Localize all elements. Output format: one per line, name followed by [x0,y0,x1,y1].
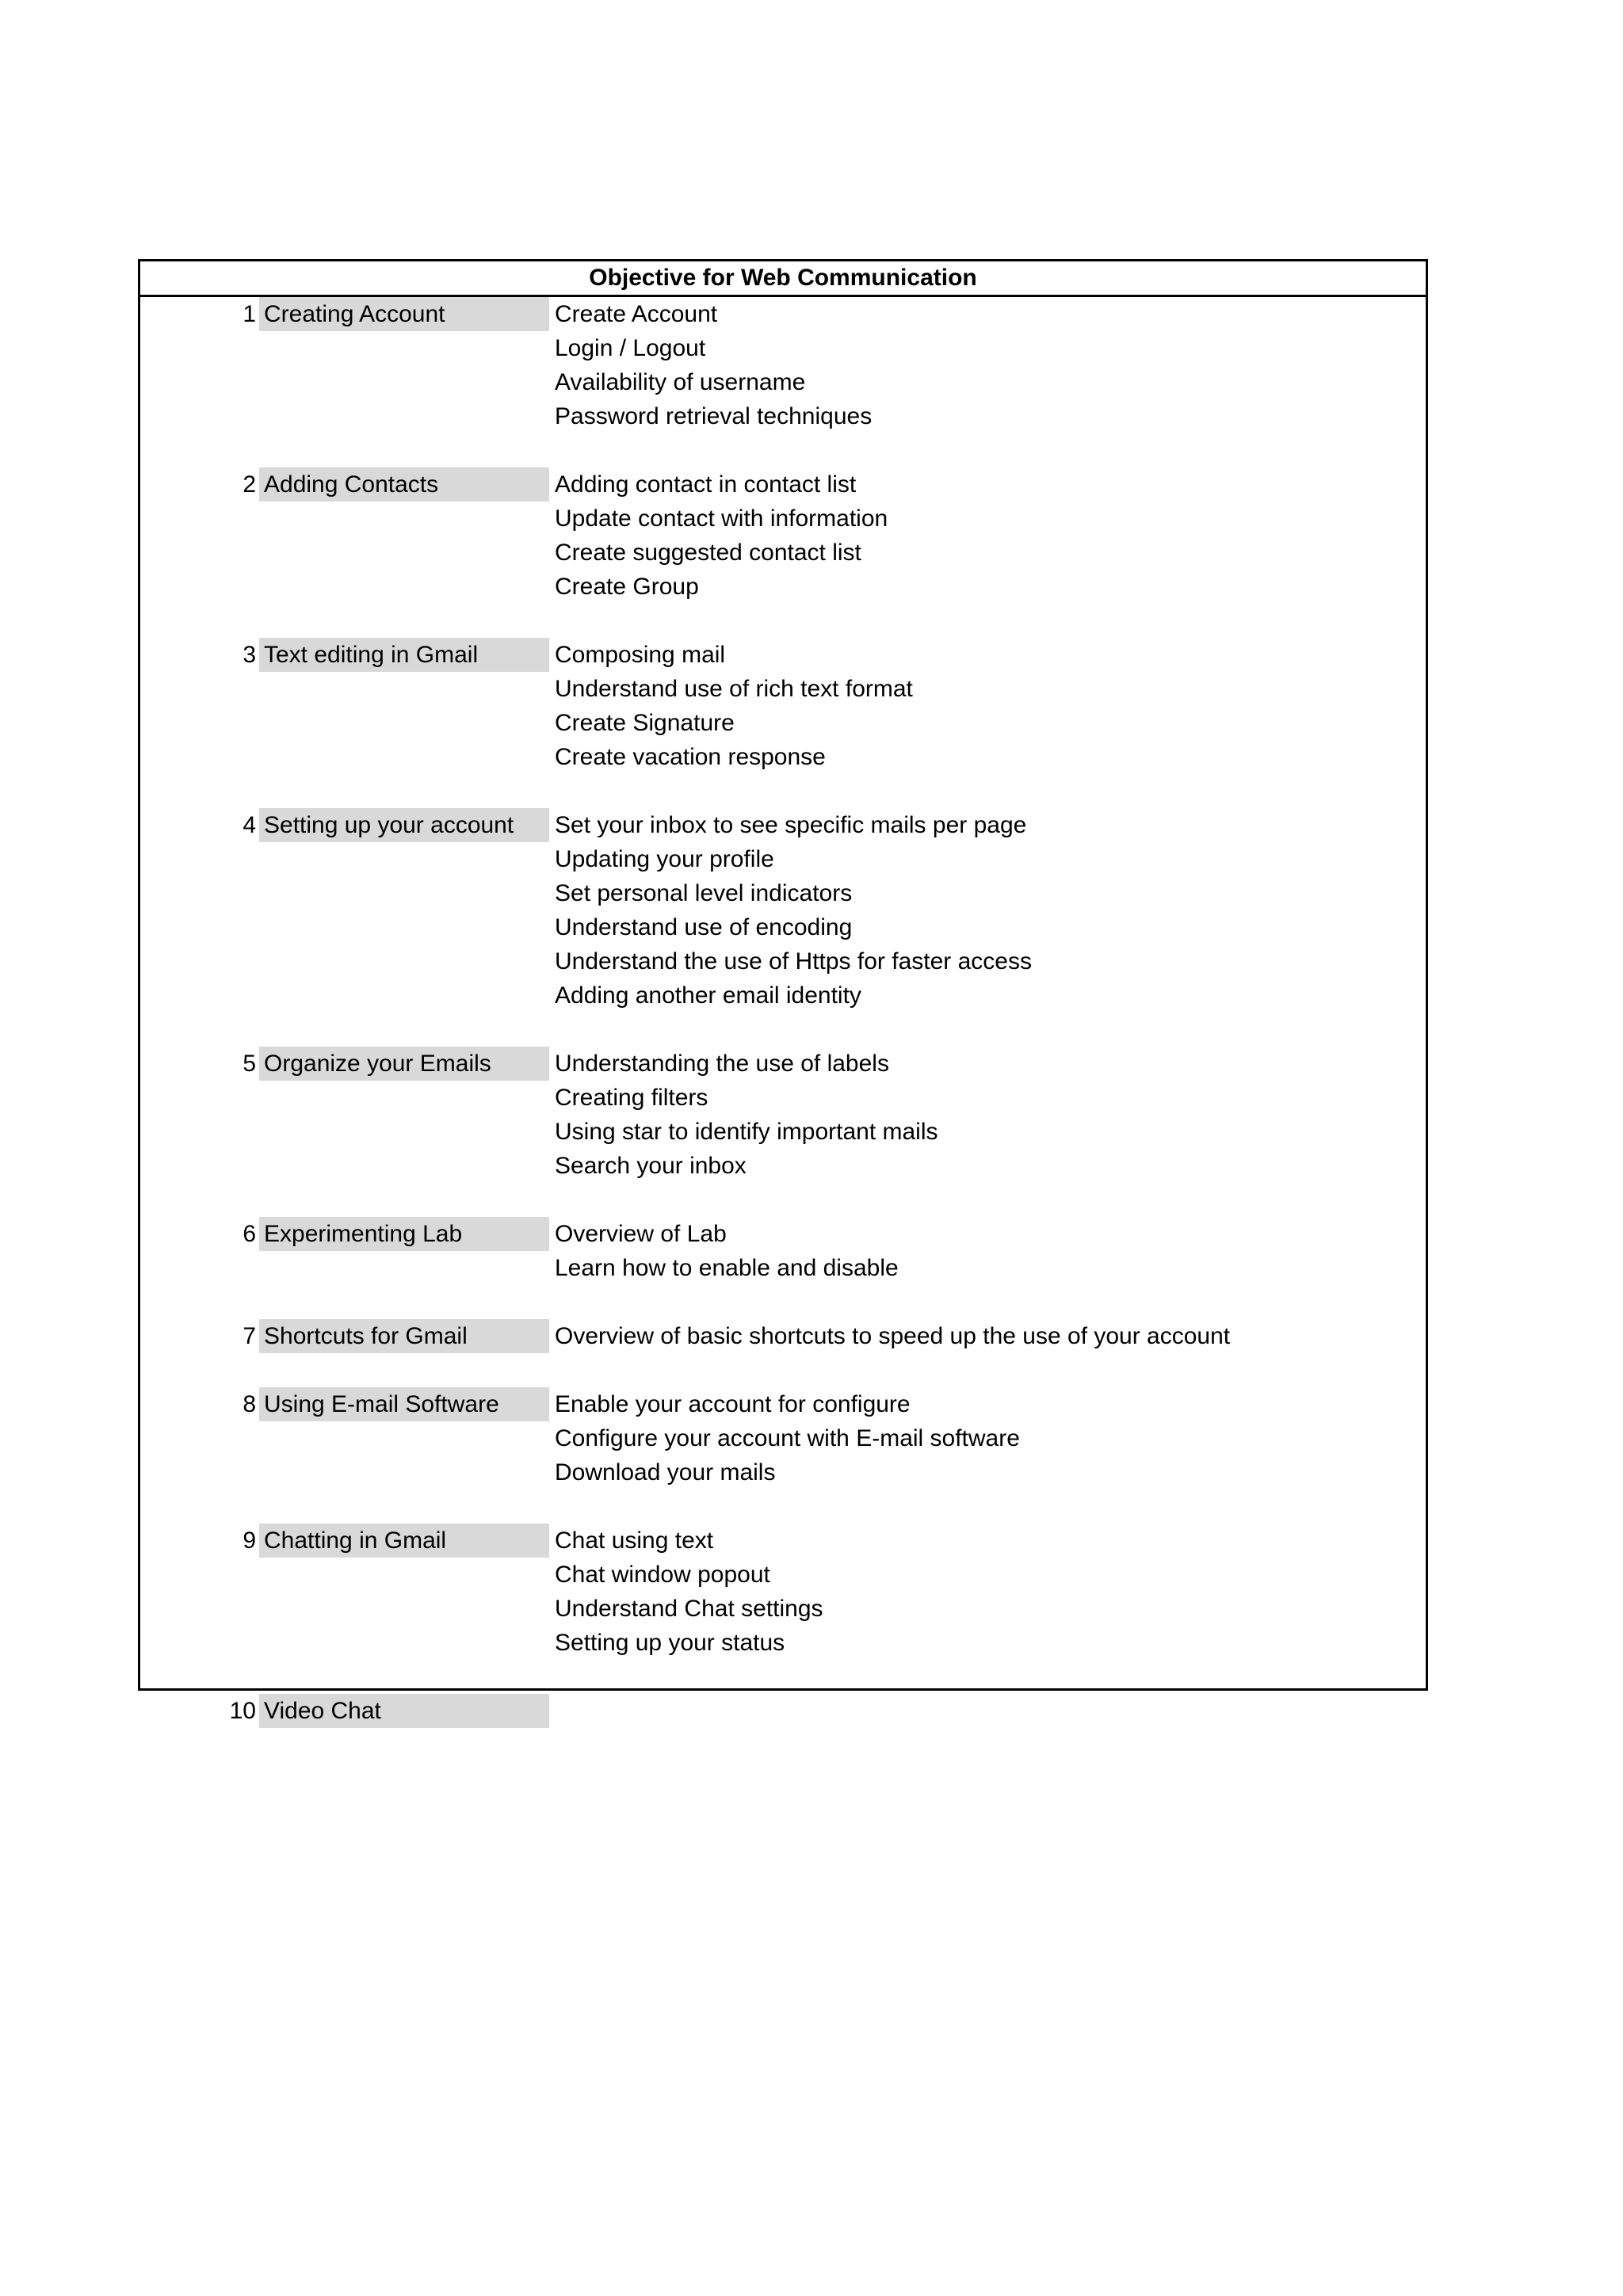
table-row [140,706,1426,740]
table-row [140,365,1426,399]
table-row [140,1115,1426,1149]
table-row [140,876,1426,910]
objective-item: Set your inbox to see specific mails per page [555,812,1027,838]
objective-item: Create Group [555,574,699,600]
objective-item: Create Account [555,301,718,327]
table-row [140,672,1426,706]
table-row [140,842,1426,876]
table-row [140,1558,1426,1592]
table-row [140,331,1426,365]
objective-item: Chat window popout [555,1562,770,1588]
objective-item: Overview of basic shortcuts to speed up the use of your account [555,1323,1231,1349]
table-row [140,978,1426,1013]
table-row [140,1455,1426,1489]
objective-item: Adding contact in contact list [555,471,857,498]
objective-item: Availability of username [555,369,806,395]
table-row [140,638,1426,672]
objective-item: Update contact with information [555,505,888,532]
table-row [140,1319,1426,1353]
section-number: 9 [242,1527,256,1554]
objective-item: Learn how to enable and disable [555,1255,899,1281]
objective-item: Set personal level indicators [555,880,853,906]
table-row [140,910,1426,944]
objective-item: Search your inbox [555,1153,747,1179]
table-row [140,297,1426,331]
spacer-row [140,1660,1426,1694]
table-row [140,1421,1426,1455]
spacer-row [140,1353,1426,1387]
objective-item: Using star to identify important mails [555,1119,938,1145]
objective-item: Adding another email identity [555,982,861,1009]
table-row [140,1592,1426,1626]
section-topic: Adding Contacts [259,467,549,502]
section-topic: Chatting in Gmail [259,1524,549,1558]
section-topic: Setting up your account [259,808,549,842]
objective-item: Creating filters [555,1085,708,1111]
spacer-row [140,433,1426,467]
spacer-row [140,774,1426,808]
objective-item: Understand use of encoding [555,914,853,940]
objective-item: Configure your account with E-mail software [555,1425,1020,1451]
section-topic: Video Chat [259,1694,549,1728]
section-number: 3 [242,642,256,668]
objective-item: Setting up your status [555,1630,785,1656]
section-number: 10 [229,1698,256,1724]
table-row [140,1251,1426,1285]
spacer-row [140,1285,1426,1319]
section-number: 7 [242,1323,256,1349]
table-row [140,467,1426,502]
objective-item: Composing mail [555,642,726,668]
table-row [140,570,1426,604]
table-row [140,1217,1426,1251]
table-row [140,1149,1426,1183]
objective-item: Password retrieval techniques [555,403,873,429]
table-row [140,1626,1426,1660]
section-topic: Text editing in Gmail [259,638,549,672]
objectives-table [138,259,1428,1724]
objective-item: Overview of Lab [555,1221,727,1247]
table-row [140,1524,1426,1558]
table-title: Objective for Web Communication [140,261,1426,297]
table-row [140,399,1426,433]
section-number: 5 [242,1051,256,1077]
objective-item: Chat using text [555,1527,714,1554]
table-row [140,536,1426,570]
objective-item: Create Signature [555,710,735,736]
objective-item: Enable your account for configure [555,1391,911,1417]
section-number: 2 [242,471,256,498]
objective-item: Understand the use of Https for faster access [555,948,1032,974]
section-number: 4 [242,812,256,838]
table-row [140,1047,1426,1081]
objective-item: Understand Chat settings [555,1596,823,1622]
table-body [140,297,1426,1728]
table-row [140,1694,1426,1728]
table-row [140,944,1426,978]
section-topic: Creating Account [259,297,549,331]
spacer-row [140,1183,1426,1217]
section-number: 8 [242,1391,256,1417]
objective-item: Create suggested contact list [555,540,861,566]
section-number: 6 [242,1221,256,1247]
table-row [140,740,1426,774]
table-row [140,808,1426,842]
section-topic: Organize your Emails [259,1047,549,1081]
objective-item: Login / Logout [555,335,706,361]
spacer-row [140,604,1426,638]
spacer-row [140,1489,1426,1524]
section-topic: Using E-mail Software [259,1387,549,1421]
objective-item: Download your mails [555,1459,776,1486]
objective-item: Understanding the use of labels [555,1051,889,1077]
section-number: 1 [242,301,256,327]
objective-item: Understand use of rich text format [555,676,913,702]
table-row [140,502,1426,536]
table-row [140,1387,1426,1421]
spacer-row [140,1013,1426,1047]
objective-item: Updating your profile [555,846,774,872]
table-row [140,1081,1426,1115]
section-topic: Shortcuts for Gmail [259,1319,549,1353]
section-topic: Experimenting Lab [259,1217,549,1251]
objective-item: Create vacation response [555,744,826,770]
